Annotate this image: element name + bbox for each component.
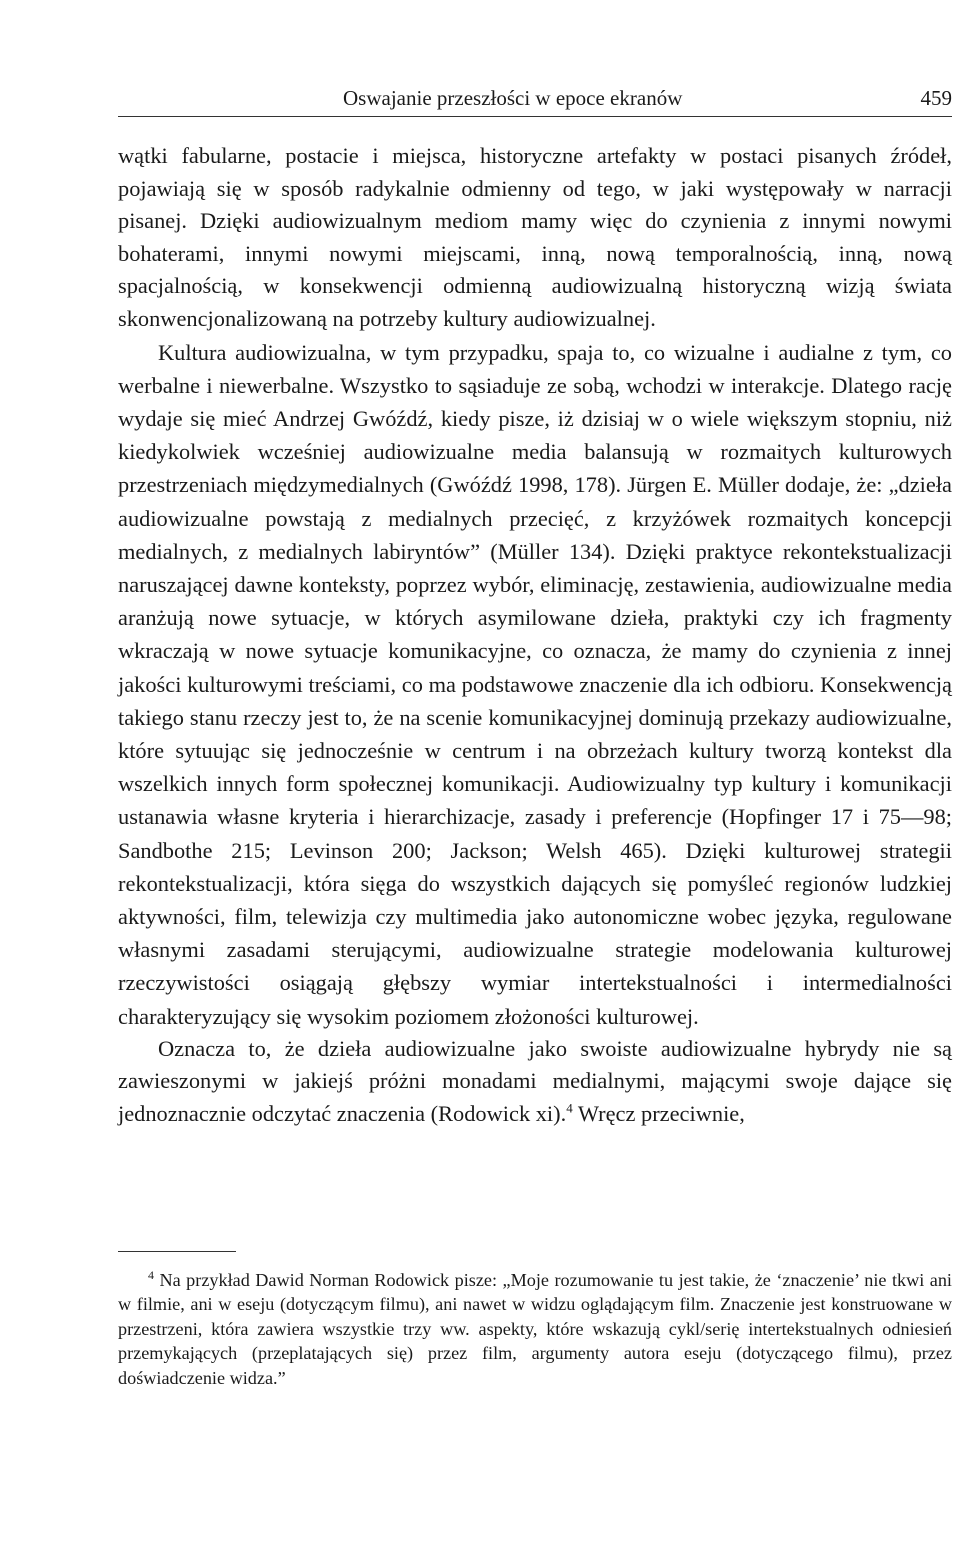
running-title: Oswajanie przeszłości w epoce ekranów <box>343 86 683 110</box>
footnote-4 <box>118 1268 952 1390</box>
paragraph-3-continuation: Wręcz przeciwnie, <box>572 1101 745 1127</box>
footnote-reference: 4 <box>566 1100 573 1116</box>
page-number: 459 <box>920 86 952 110</box>
running-header <box>118 86 952 117</box>
footnote-mark: 4 <box>148 1267 154 1282</box>
paragraph-3 <box>118 1033 952 1131</box>
body-text <box>118 140 952 1131</box>
paragraph-3-text: Oznacza to, że dzieła audiowizualne jako swoiste audiowizualne hybrydy nie są zawieszonymi w jakiejś próżni monadami medialnymi, mającymi swoje dające się jednoznacznie odczytać znaczenia (Rodowick xi). <box>118 1035 952 1127</box>
footnote-separator <box>118 1251 236 1252</box>
paragraph-2: Kultura audiowizualna, w tym przypadku, spaja to, co wizualne i audialne z tym, co werbalne i niewerbalne. Wszystko to sąsiaduje ze sobą, wchodzi w interakcje. Dlatego rację wydaje się mieć Andrzej Gwóźdź, kiedy pisze, iż dzisiaj w o wiele większym stopniu, niż kiedykolwiek wcześniej audiowizualne media balansują w rozmaitych kulturowych przestrzeniach międzymedialnych (Gwóźdź 1998, 178). Jürgen E. Müller dodaje, że: „dzieła audiowizualne powstają z medialnych przecięć, z krzyżówek rozmaitych koncepcji medialnych, z medialnych labiryntów” (Müller 134). Dzięki praktyce rekontekstualizacji naruszającej dawne konteksty, poprzez wybór, eliminację, zestawienia, audiowizualne media aranżują nowe sytuacje, w których asymilowane dzieła, praktyki czy ich fragmenty wkraczają w nowe sytuacje komunikacyjne, co oznacza, że mamy do czynienia z innej jakości kulturowymi treściami, co ma podstawowe znaczenie dla ich odbioru. Konsekwencją takiego stanu rzeczy jest to, że na scenie komunikacyjnej dominują przekazy audiowizualne, które sytuując się jednocześnie w centrum i na obrzeżach kultury tworzą kontekst dla wszelkich innych form społecznej komunikacji. Audiowizualny typ kultury i komunikacji ustanawia własne kryteria i hierarchizacje, zasady i preferencje (Hopfinger 17 i 75—98; Sandbothe 215; Levinson 200; Jackson; Welsh 465). Dzięki kulturowej strategii rekontekstualizacji, która sięga do wszystkich dających się pomyśleć regionów ludzkiej aktywności, film, telewizja czy multimedia jako autonomiczne wobec języka, regulowane własnymi zasadami sterującymi, audiowizualne strategie modelowania kulturowej rzeczywistości osiągają głębszy wymiar intertekstualności i intermedialności charakteryzujący się wysokim poziomem złożoności kulturowej. <box>118 339 952 1029</box>
footnote <box>118 1268 952 1390</box>
paragraph-1: wątki fabularne, postacie i miejsca, historyczne artefakty w postaci pisanych źródeł, pojawiają się w sposób radykalnie odmienny od tego, w jaki występowały w narracji pisanej. Dzięki audiowizualnym mediom mamy więc do czynienia z innymi nowymi bohaterami, innymi nowymi miejscami, inną, nową temporalnością, inną, nową spacjalnością, w konsekwencji odmienną audiowizualną historyczną wizją świata skonwencjonalizowaną na potrzeby kultury audiowizualnej. <box>118 143 952 331</box>
footnote-text: Na przykład Dawid Norman Rodowick pisze: „Moje rozumowanie tu jest takie, że ‘znaczenie’ nie tkwi ani w filmie, ani w eseju (dotyczącym filmu), ani nawet w widzu oglądającym film. Znaczenie jest konstruowane w przestrzeni, która zawiera wszystkie trzy ww. aspekty, które wskazują cykl/serię intertekstualnych odniesień przemykających (przeplatających się) przez film, argumenty autora eseju (dotyczącego filmu), przez doświadczenie widza.” <box>118 1270 952 1388</box>
